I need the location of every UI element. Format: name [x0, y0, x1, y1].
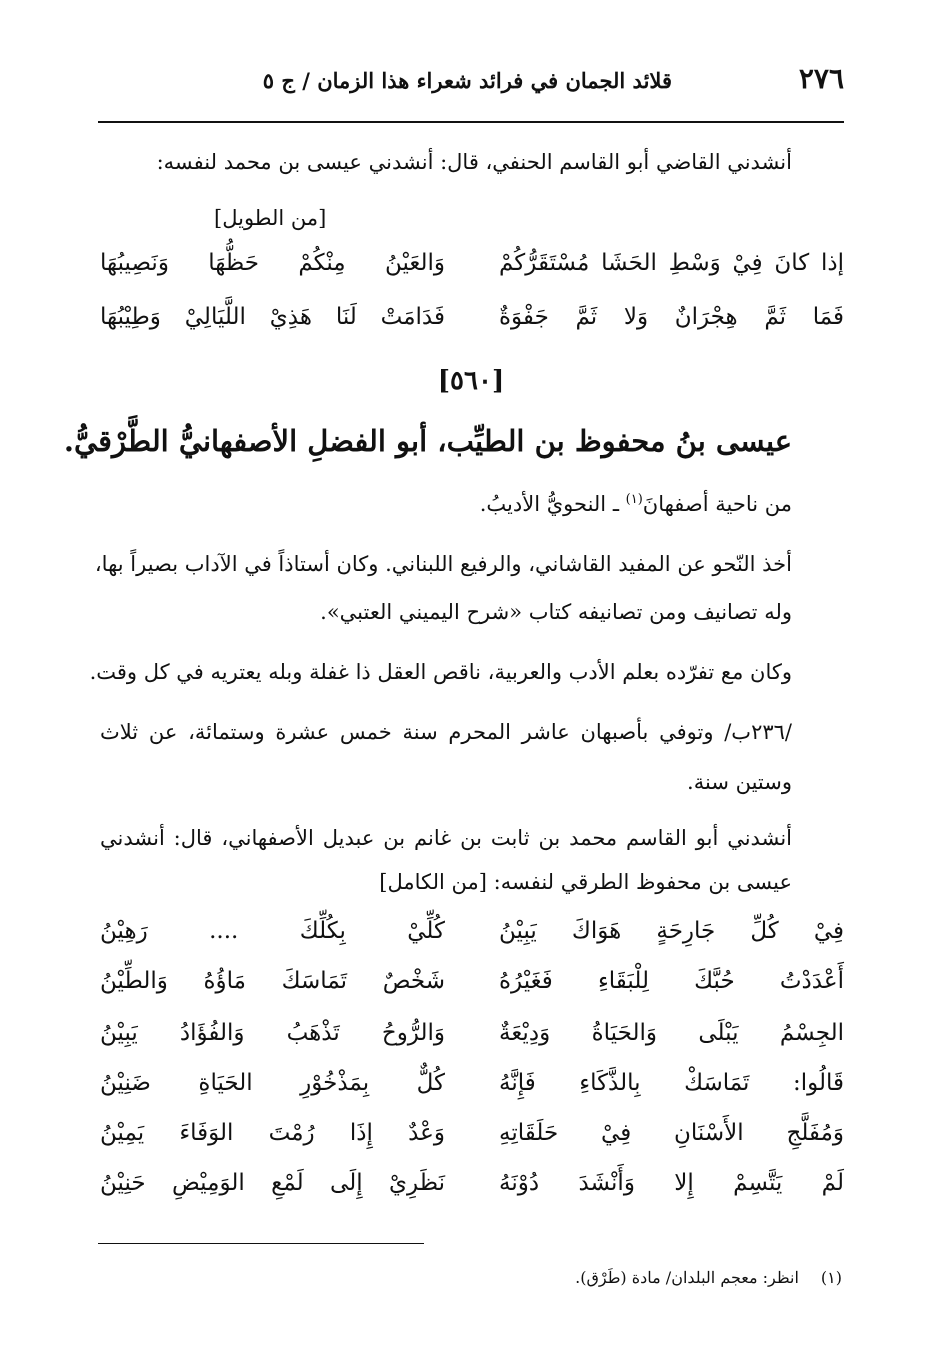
- verse-second-hemistich: شَخْصٌ تَمَاسَكَ مَاؤُهُ وَالطِّيْنُ: [100, 968, 445, 994]
- verse-first-hemistich: لَمْ يَتَّسِمْ إِلا وَأَنْشَدَ دُوْنَهُ: [499, 1170, 844, 1196]
- verse-row: [100, 250, 844, 290]
- verse-first-hemistich: فِيْ كُلِّ جَارِحَةٍ هَوَاكَ يَبِيْنُ: [499, 918, 844, 944]
- verse-row: [100, 1120, 844, 1160]
- footnote-ref: (١): [625, 492, 643, 507]
- running-title: قلائد الجمان في فرائد شعراء هذا الزمان / ج ٥: [262, 68, 672, 93]
- header-rule: [98, 121, 844, 123]
- meter-label: [من الطويل]: [214, 206, 327, 230]
- verse-row: [100, 1070, 844, 1110]
- bio-paragraph-line: عيسى بن محفوظ الطرقي لنفسه: [من الكامل]: [379, 870, 792, 894]
- verse-second-hemistich: فَدَامَتْ لَنَا هَذِيْ اللَّيَالِيْ وَطِيْبُهَا: [100, 304, 445, 330]
- bio-paragraph-line: وله تصانيف ومن تصانيفه كتاب «شرح اليميني العتبي».: [320, 600, 792, 624]
- verse-second-hemistich: وَعْدٌ إِذَا رُمْتَ الوَفَاءَ يَمِيْنُ: [100, 1120, 445, 1146]
- verse-second-hemistich: كُلِّيْ بِكُلِّكَ .... رَهِيْنُ: [100, 918, 445, 944]
- verse-first-hemistich: أَعْدَدْتُ حُبَّكَ لِلْبَقَاءِ فَغَيْرُهُ: [499, 968, 844, 994]
- footnote: [575, 1268, 842, 1287]
- origin-after: ـ النحويُّ الأديبُ.: [479, 492, 626, 516]
- footnote-text: انظر: معجم البلدان/ مادة (طَرْق).: [575, 1268, 799, 1287]
- verse-first-hemistich: الجِسْمُ يَبْلَى وَالحَيَاةُ وَدِيْعَةٌ: [499, 1020, 844, 1046]
- page-number: ٢٧٦: [798, 62, 844, 95]
- verse-row: [100, 304, 844, 344]
- bio-paragraph-line: أخذ النّحو عن المفيد القاشاني، والرفيع اللبناني. وكان أستاذاً في الآداب بصيراً بها،: [94, 552, 792, 576]
- verse-row: [100, 1170, 844, 1210]
- verse-first-hemistich: وَمُفَلَّجِ الأَسْنَانِ فِيْ حَلَقَاتِهِ: [499, 1120, 844, 1146]
- intro-line: أنشدني القاضي أبو القاسم الحنفي، قال: أنشدني عيسى بن محمد لنفسه:: [156, 150, 792, 174]
- origin-before: من ناحية أصفهانَ: [642, 492, 792, 516]
- entry-origin: [480, 492, 792, 517]
- bio-paragraph-line: /٢٣٦ب/ وتوفي بأصبهان عاشر المحرم سنة خمس عشرة وستمائة، عن ثلاث: [100, 720, 792, 744]
- verse-first-hemistich: إذا كانَ فِيْ وَسْطِ الحَشَا مُسْتَقَرُّكُمْ: [499, 250, 844, 276]
- entry-title: عيسى بنُ محفوظ بن الطيِّب، أبو الفضلِ الأصفهانيُّ الطَّرْقيُّ.: [63, 424, 792, 458]
- verse-first-hemistich: فَمَا ثَمَّ هِجْرَانٌ وَلا ثَمَّ جَفْوَةٌ: [499, 304, 844, 330]
- verse-row: [100, 968, 844, 1008]
- entry-number: [٥٦٠]: [437, 366, 505, 396]
- verse-row: [100, 918, 844, 958]
- footnote-rule: [98, 1243, 424, 1244]
- running-head: [98, 62, 844, 102]
- verse-second-hemistich: كُلٌّ بِمَذْخُوْرِ الحَيَاةِ ضَنِيْنُ: [100, 1070, 445, 1096]
- footnote-number: (١): [820, 1268, 842, 1287]
- bio-paragraph-line: وكان مع تفرّده بعلم الأدب والعربية، ناقص العقل ذا غفلة وبله يعتريه في كل وقت.: [89, 660, 792, 684]
- verse-second-hemistich: نَظَرِيْ إِلَى لَمْعِ الوَمِيْضِ حَنِيْنُ: [100, 1170, 445, 1196]
- verse-second-hemistich: وَالعَيْنُ مِنْكُمْ حَظُّهَا وَنَصِيبُهَا: [100, 250, 445, 276]
- bio-paragraph-line: وستين سنة.: [687, 770, 792, 794]
- verse-row: [100, 1020, 844, 1060]
- verse-second-hemistich: وَالرُّوحُ تَذْهَبُ وَالفُؤَادُ يَبِيْنُ: [100, 1020, 445, 1046]
- verse-first-hemistich: قَالُوا: تَمَاسَكْ بِالذَّكَاءِ فَإِنَّهُ: [499, 1070, 844, 1096]
- bio-paragraph-line: أنشدني أبو القاسم محمد بن ثابت بن غانم بن عبديل الأصفهاني، قال: أنشدني: [100, 826, 792, 850]
